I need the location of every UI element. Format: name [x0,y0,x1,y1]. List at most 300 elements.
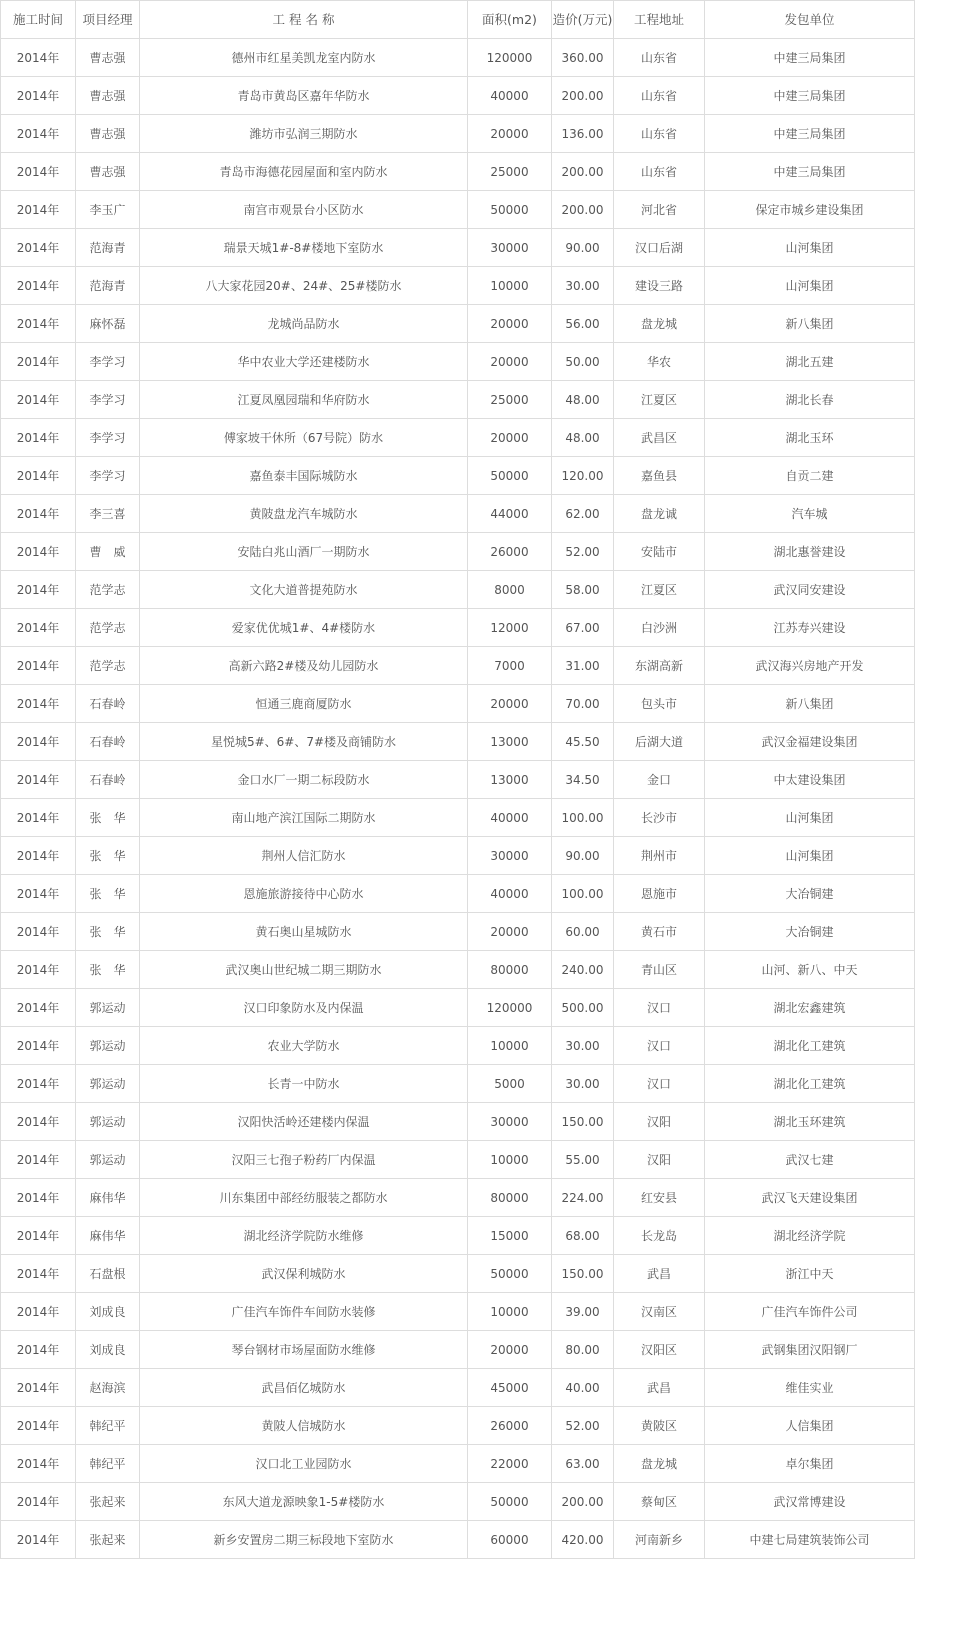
cell-cost: 80.00 [552,1331,614,1369]
table-row [1,951,915,989]
cell-area: 50000 [468,457,552,495]
cell-location: 东湖高新 [614,647,705,685]
cell-area: 20000 [468,115,552,153]
table-row [1,153,915,191]
cell-area: 13000 [468,723,552,761]
cell-location: 江夏区 [614,381,705,419]
cell-year: 2014年 [1,761,76,799]
cell-location: 盘龙城 [614,305,705,343]
cell-manager: 张起来 [76,1483,140,1521]
cell-location: 白沙洲 [614,609,705,647]
cell-location: 黄陂区 [614,1407,705,1445]
cell-project-name: 川东集团中部经纺服装之都防水 [140,1179,468,1217]
cell-year: 2014年 [1,1293,76,1331]
cell-cost: 90.00 [552,229,614,267]
cell-project-name: 金口水厂一期二标段防水 [140,761,468,799]
cell-contractor: 新八集团 [705,685,915,723]
cell-contractor: 湖北经济学院 [705,1217,915,1255]
cell-project-name: 武昌佰亿城防水 [140,1369,468,1407]
table-row [1,191,915,229]
cell-manager: 范学志 [76,571,140,609]
cell-manager: 麻伟华 [76,1179,140,1217]
table-row [1,305,915,343]
cell-cost: 136.00 [552,115,614,153]
cell-manager: 郭运动 [76,1027,140,1065]
table-row [1,571,915,609]
cell-area: 80000 [468,1179,552,1217]
cell-contractor: 武汉飞天建设集团 [705,1179,915,1217]
cell-manager: 郭运动 [76,1065,140,1103]
cell-contractor: 湖北宏鑫建筑 [705,989,915,1027]
cell-manager: 赵海滨 [76,1369,140,1407]
cell-area: 25000 [468,381,552,419]
cell-contractor: 江苏寿兴建设 [705,609,915,647]
cell-location: 恩施市 [614,875,705,913]
cell-area: 20000 [468,305,552,343]
cell-area: 20000 [468,685,552,723]
cell-manager: 张 华 [76,951,140,989]
cell-cost: 100.00 [552,799,614,837]
cell-project-name: 黄石奥山星城防水 [140,913,468,951]
cell-location: 汉口后湖 [614,229,705,267]
cell-area: 8000 [468,571,552,609]
cell-cost: 52.00 [552,533,614,571]
cell-manager: 张 华 [76,799,140,837]
cell-area: 40000 [468,875,552,913]
cell-project-name: 星悦城5#、6#、7#楼及商铺防水 [140,723,468,761]
cell-location: 华农 [614,343,705,381]
cell-area: 15000 [468,1217,552,1255]
table-row [1,1331,915,1369]
cell-year: 2014年 [1,1407,76,1445]
cell-area: 50000 [468,1255,552,1293]
cell-manager: 韩纪平 [76,1445,140,1483]
cell-area: 20000 [468,913,552,951]
cell-year: 2014年 [1,1065,76,1103]
cell-cost: 30.00 [552,1027,614,1065]
cell-location: 山东省 [614,77,705,115]
cell-cost: 39.00 [552,1293,614,1331]
cell-manager: 刘成良 [76,1293,140,1331]
cell-manager: 石春岭 [76,723,140,761]
cell-contractor: 山河集团 [705,837,915,875]
cell-contractor: 中建三局集团 [705,115,915,153]
cell-cost: 48.00 [552,381,614,419]
cell-location: 后湖大道 [614,723,705,761]
header-cost: 造价(万元) [552,1,614,39]
cell-project-name: 高新六路2#楼及幼儿园防水 [140,647,468,685]
cell-project-name: 傅家坡干休所（67号院）防水 [140,419,468,457]
cell-year: 2014年 [1,799,76,837]
cell-area: 25000 [468,153,552,191]
cell-year: 2014年 [1,419,76,457]
cell-project-name: 黄陂人信城防水 [140,1407,468,1445]
cell-manager: 石春岭 [76,685,140,723]
cell-cost: 67.00 [552,609,614,647]
cell-location: 建设三路 [614,267,705,305]
cell-year: 2014年 [1,1179,76,1217]
cell-area: 22000 [468,1445,552,1483]
cell-year: 2014年 [1,1331,76,1369]
table-row [1,39,915,77]
cell-cost: 70.00 [552,685,614,723]
cell-manager: 李玉广 [76,191,140,229]
cell-manager: 麻伟华 [76,1217,140,1255]
cell-cost: 240.00 [552,951,614,989]
cell-project-name: 广佳汽车饰件车间防水装修 [140,1293,468,1331]
cell-year: 2014年 [1,39,76,77]
cell-cost: 200.00 [552,153,614,191]
cell-project-name: 南宫市观景台小区防水 [140,191,468,229]
table-row [1,1483,915,1521]
cell-area: 30000 [468,1103,552,1141]
cell-project-name: 长青一中防水 [140,1065,468,1103]
cell-contractor: 大冶铜建 [705,875,915,913]
cell-year: 2014年 [1,1141,76,1179]
cell-cost: 52.00 [552,1407,614,1445]
table-row [1,1445,915,1483]
cell-year: 2014年 [1,647,76,685]
cell-project-name: 汉阳快活岭还建楼内保温 [140,1103,468,1141]
table-row [1,1521,915,1559]
cell-location: 蔡甸区 [614,1483,705,1521]
table-row [1,229,915,267]
cell-project-name: 琴台钢材市场屋面防水维修 [140,1331,468,1369]
cell-year: 2014年 [1,1369,76,1407]
cell-manager: 麻怀磊 [76,305,140,343]
table-row [1,799,915,837]
cell-location: 汉口 [614,1065,705,1103]
table-row [1,1103,915,1141]
cell-year: 2014年 [1,381,76,419]
cell-location: 武昌 [614,1369,705,1407]
cell-project-name: 龙城尚品防水 [140,305,468,343]
cell-contractor: 湖北玉环建筑 [705,1103,915,1141]
cell-project-name: 瑞景天城1#-8#楼地下室防水 [140,229,468,267]
cell-cost: 200.00 [552,77,614,115]
table-row [1,381,915,419]
cell-cost: 120.00 [552,457,614,495]
cell-contractor: 保定市城乡建设集团 [705,191,915,229]
table-row [1,457,915,495]
cell-cost: 68.00 [552,1217,614,1255]
table-body [1,39,915,1559]
cell-manager: 曹志强 [76,153,140,191]
cell-location: 黄石市 [614,913,705,951]
cell-manager: 张 华 [76,875,140,913]
header-manager: 项目经理 [76,1,140,39]
header-year: 施工时间 [1,1,76,39]
table-row [1,1141,915,1179]
cell-cost: 45.50 [552,723,614,761]
cell-contractor: 维佳实业 [705,1369,915,1407]
table-row [1,115,915,153]
cell-project-name: 汉口北工业园防水 [140,1445,468,1483]
cell-year: 2014年 [1,1217,76,1255]
cell-year: 2014年 [1,305,76,343]
cell-manager: 范海青 [76,267,140,305]
cell-location: 青山区 [614,951,705,989]
cell-project-name: 八大家花园20#、24#、25#楼防水 [140,267,468,305]
cell-cost: 420.00 [552,1521,614,1559]
cell-manager: 李学习 [76,457,140,495]
cell-manager: 李三喜 [76,495,140,533]
cell-cost: 48.00 [552,419,614,457]
cell-contractor: 武汉海兴房地产开发 [705,647,915,685]
cell-cost: 200.00 [552,1483,614,1521]
cell-area: 60000 [468,1521,552,1559]
cell-manager: 曹 威 [76,533,140,571]
cell-year: 2014年 [1,343,76,381]
table-row [1,1369,915,1407]
cell-manager: 范学志 [76,647,140,685]
cell-area: 80000 [468,951,552,989]
cell-cost: 200.00 [552,191,614,229]
cell-contractor: 湖北长春 [705,381,915,419]
cell-cost: 63.00 [552,1445,614,1483]
cell-contractor: 山河集团 [705,267,915,305]
cell-location: 安陆市 [614,533,705,571]
cell-cost: 224.00 [552,1179,614,1217]
cell-area: 40000 [468,77,552,115]
cell-contractor: 武钢集团汉阳钢厂 [705,1331,915,1369]
cell-contractor: 中建七局建筑装饰公司 [705,1521,915,1559]
cell-project-name: 文化大道普提苑防水 [140,571,468,609]
cell-area: 50000 [468,191,552,229]
cell-contractor: 武汉七建 [705,1141,915,1179]
table-row [1,533,915,571]
cell-location: 红安县 [614,1179,705,1217]
cell-contractor: 中建三局集团 [705,39,915,77]
cell-area: 10000 [468,1141,552,1179]
cell-manager: 范学志 [76,609,140,647]
cell-cost: 62.00 [552,495,614,533]
cell-cost: 30.00 [552,267,614,305]
cell-location: 金口 [614,761,705,799]
cell-cost: 150.00 [552,1103,614,1141]
cell-location: 汉阳 [614,1141,705,1179]
cell-manager: 韩纪平 [76,1407,140,1445]
table-row [1,685,915,723]
cell-year: 2014年 [1,191,76,229]
cell-contractor: 武汉常博建设 [705,1483,915,1521]
cell-year: 2014年 [1,1255,76,1293]
cell-cost: 30.00 [552,1065,614,1103]
cell-location: 山东省 [614,115,705,153]
cell-location: 包头市 [614,685,705,723]
header-area: 面积(m2) [468,1,552,39]
cell-contractor: 湖北玉环 [705,419,915,457]
cell-cost: 150.00 [552,1255,614,1293]
cell-area: 26000 [468,533,552,571]
cell-project-name: 安陆白兆山酒厂一期防水 [140,533,468,571]
table-row [1,1407,915,1445]
cell-contractor: 湖北化工建筑 [705,1065,915,1103]
table-row [1,647,915,685]
cell-location: 江夏区 [614,571,705,609]
cell-area: 13000 [468,761,552,799]
table-row [1,609,915,647]
cell-year: 2014年 [1,571,76,609]
table-row [1,419,915,457]
cell-project-name: 德州市红星美凯龙室内防水 [140,39,468,77]
table-row [1,77,915,115]
table-row [1,267,915,305]
cell-project-name: 青岛市海德花园屋面和室内防水 [140,153,468,191]
cell-area: 45000 [468,1369,552,1407]
cell-cost: 40.00 [552,1369,614,1407]
cell-project-name: 黄陂盘龙汽车城防水 [140,495,468,533]
cell-year: 2014年 [1,1445,76,1483]
cell-year: 2014年 [1,115,76,153]
cell-area: 44000 [468,495,552,533]
cell-project-name: 新乡安置房二期三标段地下室防水 [140,1521,468,1559]
cell-area: 5000 [468,1065,552,1103]
table-row [1,495,915,533]
cell-area: 7000 [468,647,552,685]
cell-area: 50000 [468,1483,552,1521]
cell-location: 汉阳 [614,1103,705,1141]
cell-manager: 郭运动 [76,1141,140,1179]
cell-cost: 34.50 [552,761,614,799]
table-row [1,1027,915,1065]
cell-year: 2014年 [1,457,76,495]
cell-cost: 56.00 [552,305,614,343]
cell-location: 汉阳区 [614,1331,705,1369]
cell-contractor: 浙江中天 [705,1255,915,1293]
cell-project-name: 汉口印象防水及内保温 [140,989,468,1027]
cell-contractor: 山河集团 [705,799,915,837]
header-project-name: 工 程 名 称 [140,1,468,39]
cell-location: 长沙市 [614,799,705,837]
table-row [1,761,915,799]
cell-contractor: 湖北五建 [705,343,915,381]
cell-project-name: 爱家优优城1#、4#楼防水 [140,609,468,647]
cell-location: 武昌 [614,1255,705,1293]
cell-year: 2014年 [1,229,76,267]
cell-year: 2014年 [1,951,76,989]
cell-manager: 李学习 [76,343,140,381]
cell-cost: 50.00 [552,343,614,381]
cell-manager: 郭运动 [76,1103,140,1141]
table-row [1,1255,915,1293]
cell-cost: 31.00 [552,647,614,685]
cell-contractor: 山河集团 [705,229,915,267]
cell-contractor: 武汉同安建设 [705,571,915,609]
cell-location: 汉口 [614,989,705,1027]
cell-cost: 100.00 [552,875,614,913]
cell-project-name: 汉阳三七孢子粉药厂内保温 [140,1141,468,1179]
table-row [1,1293,915,1331]
cell-cost: 55.00 [552,1141,614,1179]
cell-project-name: 武汉奥山世纪城二期三期防水 [140,951,468,989]
cell-location: 盘龙城 [614,1445,705,1483]
cell-year: 2014年 [1,837,76,875]
cell-project-name: 荆州人信汇防水 [140,837,468,875]
cell-contractor: 大冶铜建 [705,913,915,951]
cell-contractor: 广佳汽车饰件公司 [705,1293,915,1331]
cell-area: 12000 [468,609,552,647]
cell-year: 2014年 [1,875,76,913]
cell-contractor: 湖北惠誉建设 [705,533,915,571]
table-row [1,837,915,875]
cell-contractor: 山河、新八、中天 [705,951,915,989]
cell-contractor: 武汉金福建设集团 [705,723,915,761]
cell-year: 2014年 [1,533,76,571]
cell-year: 2014年 [1,685,76,723]
cell-location: 嘉鱼县 [614,457,705,495]
cell-location: 长龙岛 [614,1217,705,1255]
cell-contractor: 中建三局集团 [705,153,915,191]
cell-area: 120000 [468,989,552,1027]
cell-contractor: 人信集团 [705,1407,915,1445]
cell-cost: 360.00 [552,39,614,77]
cell-area: 10000 [468,267,552,305]
cell-contractor: 自贡二建 [705,457,915,495]
cell-location: 盘龙诚 [614,495,705,533]
cell-area: 20000 [468,419,552,457]
cell-manager: 李学习 [76,419,140,457]
cell-year: 2014年 [1,989,76,1027]
cell-project-name: 湖北经济学院防水维修 [140,1217,468,1255]
cell-project-name: 华中农业大学还建楼防水 [140,343,468,381]
cell-project-name: 嘉鱼泰丰国际城防水 [140,457,468,495]
cell-cost: 90.00 [552,837,614,875]
cell-project-name: 农业大学防水 [140,1027,468,1065]
table-row [1,1065,915,1103]
cell-area: 20000 [468,1331,552,1369]
cell-year: 2014年 [1,1103,76,1141]
header-row [1,1,915,39]
cell-manager: 范海青 [76,229,140,267]
cell-year: 2014年 [1,723,76,761]
cell-location: 武昌区 [614,419,705,457]
cell-manager: 张起来 [76,1521,140,1559]
cell-location: 山东省 [614,153,705,191]
cell-manager: 郭运动 [76,989,140,1027]
cell-area: 26000 [468,1407,552,1445]
cell-manager: 刘成良 [76,1331,140,1369]
cell-cost: 500.00 [552,989,614,1027]
cell-contractor: 中太建设集团 [705,761,915,799]
cell-location: 山东省 [614,39,705,77]
cell-project-name: 武汉保利城防水 [140,1255,468,1293]
cell-project-name: 江夏凤凰园瑞和华府防水 [140,381,468,419]
header-contractor: 发包单位 [705,1,915,39]
table-row [1,723,915,761]
cell-location: 汉南区 [614,1293,705,1331]
cell-manager: 张 华 [76,913,140,951]
cell-contractor: 汽车城 [705,495,915,533]
cell-year: 2014年 [1,1521,76,1559]
cell-area: 20000 [468,343,552,381]
cell-year: 2014年 [1,77,76,115]
cell-area: 10000 [468,1293,552,1331]
cell-area: 120000 [468,39,552,77]
cell-project-name: 恩施旅游接待中心防水 [140,875,468,913]
cell-year: 2014年 [1,1027,76,1065]
cell-area: 30000 [468,229,552,267]
cell-location: 河南新乡 [614,1521,705,1559]
cell-manager: 曹志强 [76,77,140,115]
cell-manager: 张 华 [76,837,140,875]
cell-contractor: 卓尔集团 [705,1445,915,1483]
cell-cost: 60.00 [552,913,614,951]
table-row [1,343,915,381]
cell-manager: 曹志强 [76,39,140,77]
cell-manager: 曹志强 [76,115,140,153]
cell-area: 40000 [468,799,552,837]
